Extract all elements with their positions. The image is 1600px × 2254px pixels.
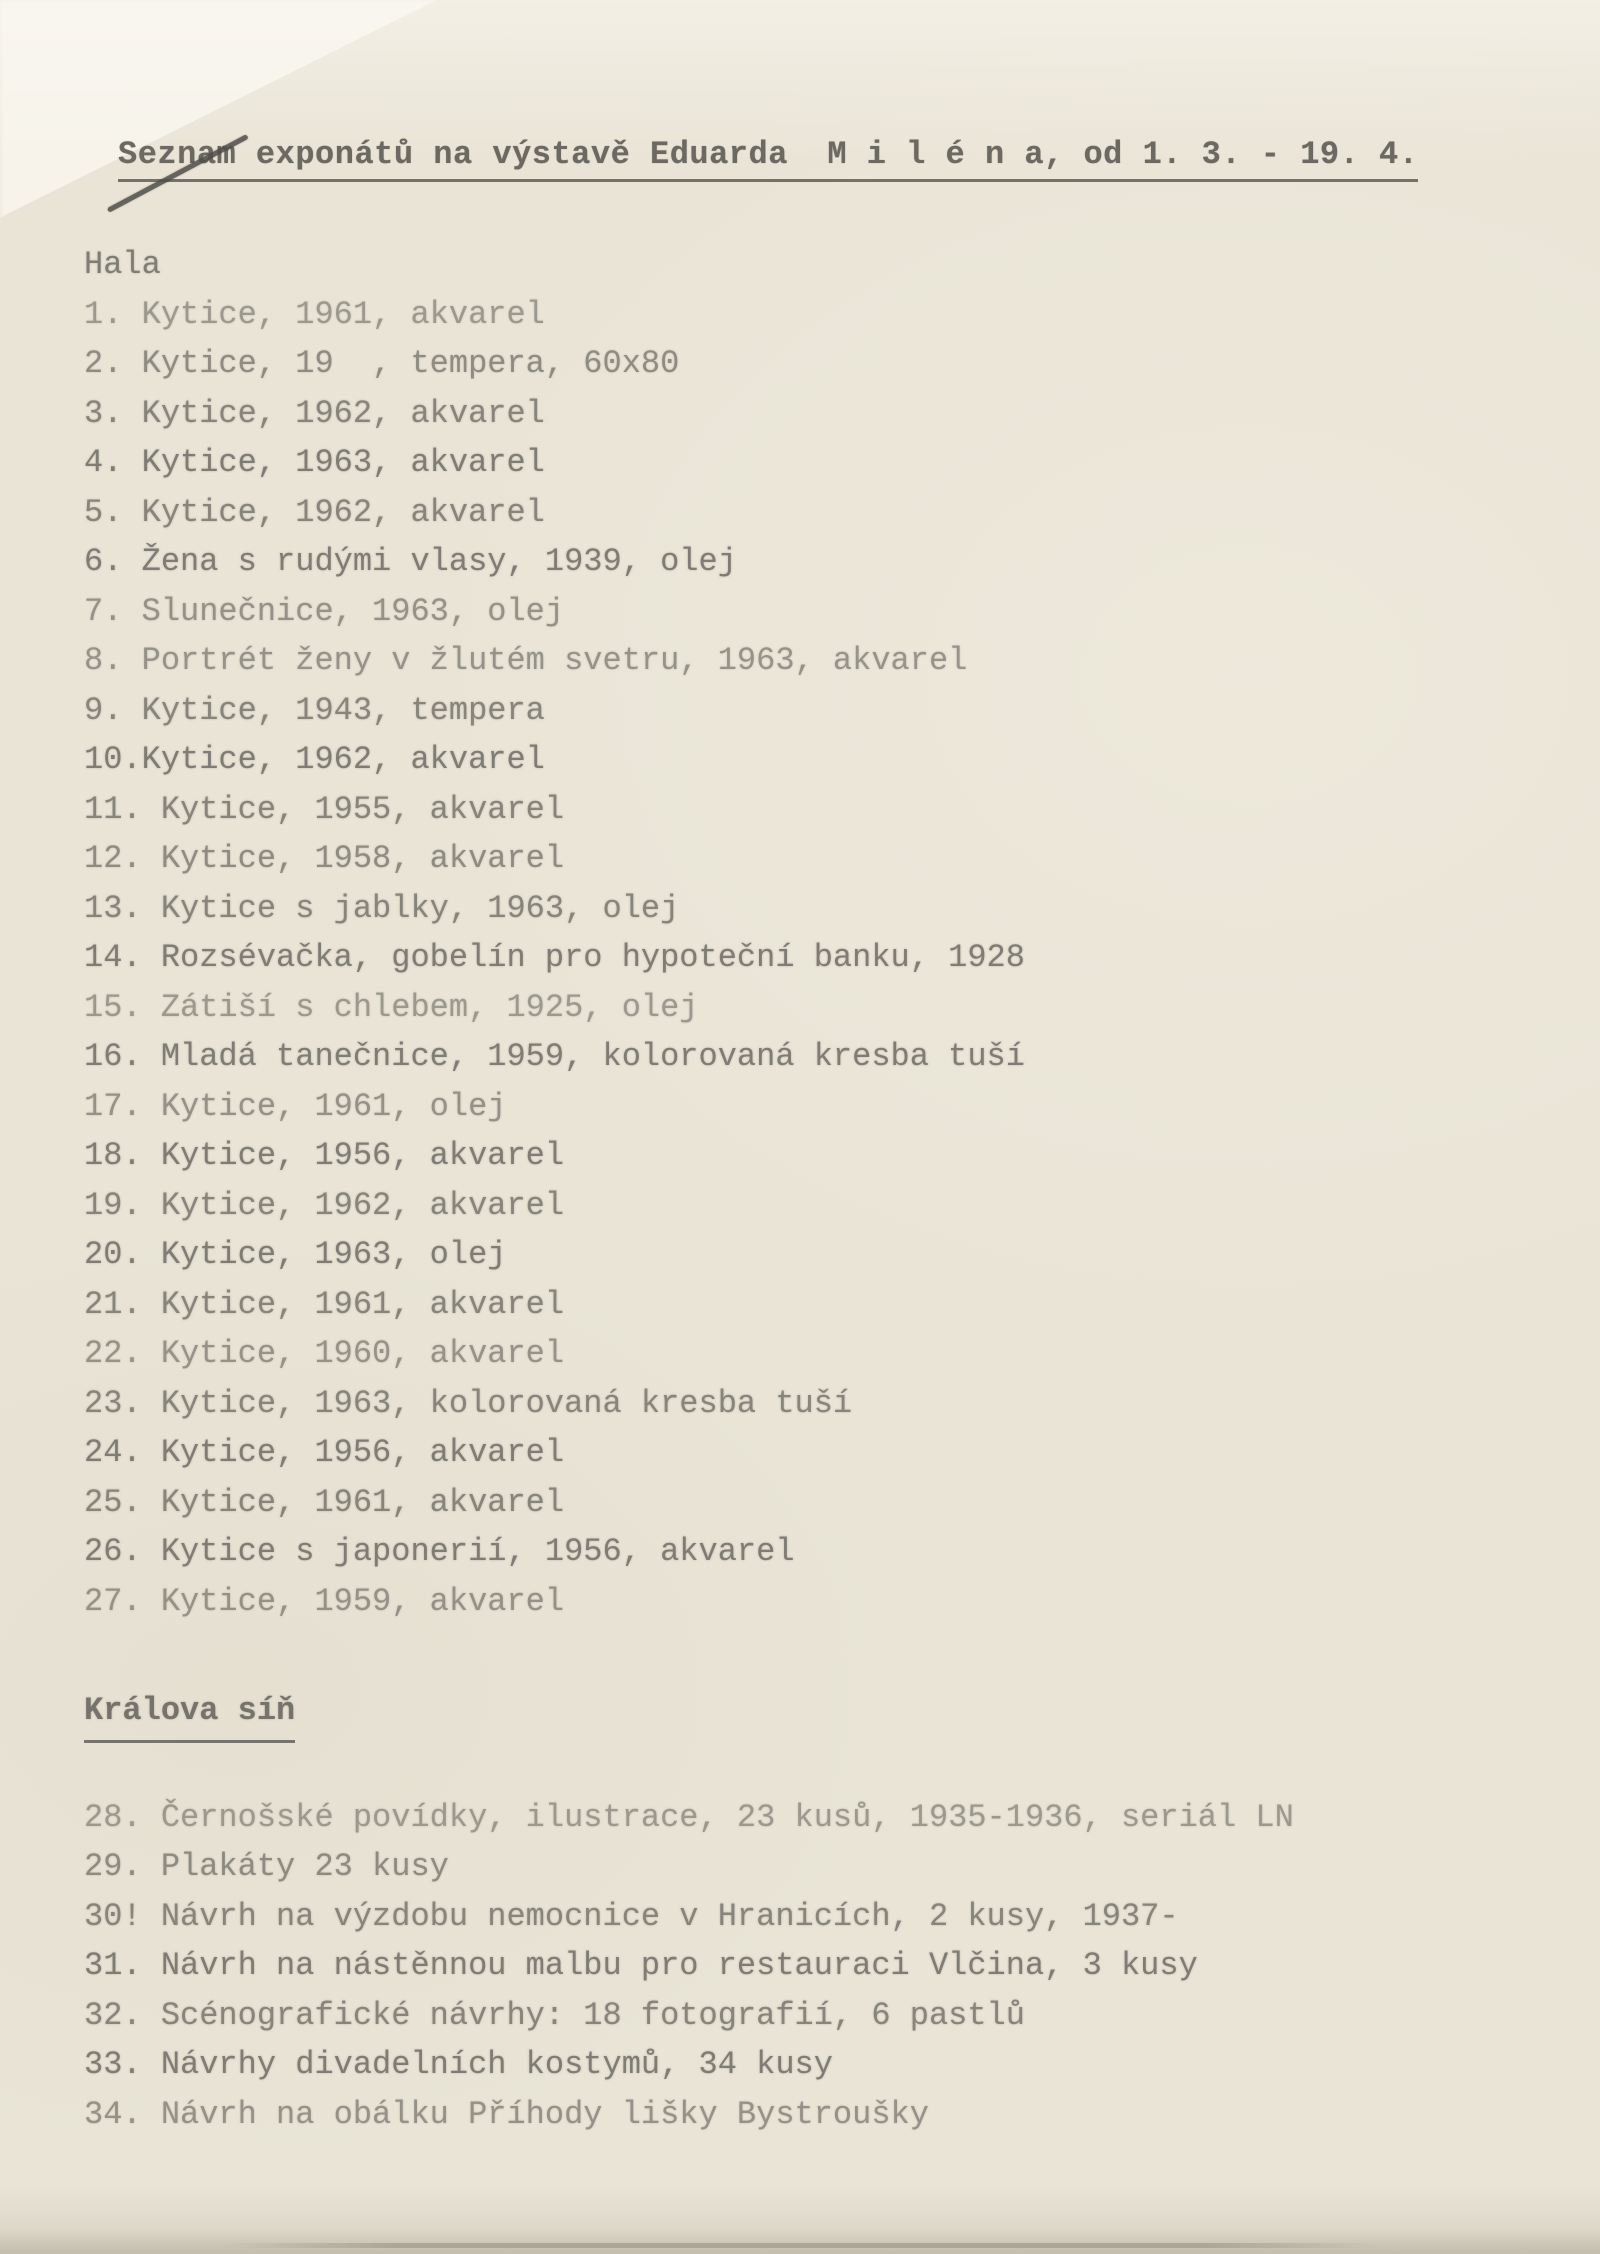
- list-item: 25. Kytice, 1961, akvarel: [84, 1483, 565, 1521]
- list-item: 16. Mladá tanečnice, 1959, kolorovaná kresba tuší: [84, 1038, 1025, 1075]
- section-heading-label: Hala: [84, 246, 161, 283]
- list-item: 7. Slunečnice, 1963, olej: [84, 592, 565, 630]
- list-item: 17. Kytice, 1961, olej: [84, 1087, 507, 1125]
- section-heading-label: Králova síň: [84, 1686, 295, 1743]
- list-item: 18. Kytice, 1956, akvarel: [84, 1137, 565, 1174]
- section-2: [84, 1686, 1560, 2139]
- list-item: 28. Černošské povídky, ilustrace, 23 kusů, 1935-1936, seriál LN: [84, 1798, 1294, 1836]
- list-item: 31. Návrh na nástěnnou malbu pro restauraci Vlčina, 3 kusy: [84, 1947, 1198, 1984]
- list-item: 34. Návrh na obálku Příhody lišky Bystroušky: [84, 2095, 929, 2133]
- list-item: 6. Žena s rudými vlasy, 1939, olej: [84, 543, 737, 580]
- list-item: 29. Plakáty 23 kusy: [84, 1848, 449, 1885]
- list-item: 3. Kytice, 1962, akvarel: [84, 394, 545, 432]
- list-item: 11. Kytice, 1955, akvarel: [84, 790, 565, 828]
- list-item: 23. Kytice, 1963, kolorovaná kresba tuší: [84, 1384, 853, 1422]
- list-item: 30! Návrh na výzdobu nemocnice v Hranicích, 2 kusy, 1937-: [84, 1897, 1179, 1935]
- document-title: Seznam exponátů na výstavě Eduarda M i l é n a, od 1. 3. - 19. 4.: [118, 136, 1418, 182]
- list-item: 26. Kytice s japonerií, 1956, akvarel: [84, 1533, 795, 1570]
- list-item: 24. Kytice, 1956, akvarel: [84, 1434, 565, 1471]
- list-item: 19. Kytice, 1962, akvarel: [84, 1186, 565, 1224]
- list-item: 32. Scénografické návrhy: 18 fotografií, 6 pastlů: [84, 1996, 1025, 2034]
- list-item: 12. Kytice, 1958, akvarel: [84, 840, 565, 877]
- list-item: 33. Návrhy divadelních kostymů, 34 kusy: [84, 2046, 833, 2083]
- section-heading: [84, 240, 1560, 290]
- list-item: 27. Kytice, 1959, akvarel: [84, 1582, 565, 1620]
- list-item: 20. Kytice, 1963, olej: [84, 1236, 507, 1273]
- section-heading: [84, 1686, 1560, 1743]
- list-item: 9. Kytice, 1943, tempera: [84, 691, 545, 729]
- exhibit-list: [84, 240, 1560, 2139]
- list-item: 22. Kytice, 1960, akvarel: [84, 1335, 565, 1372]
- list-item: 21. Kytice, 1961, akvarel: [84, 1285, 565, 1323]
- list-item: 14. Rozsévačka, gobelín pro hypoteční banku, 1928: [84, 939, 1025, 976]
- list-item: 13. Kytice s jablky, 1963, olej: [84, 889, 680, 927]
- section-1: [84, 240, 1560, 1626]
- list-item: 4. Kytice, 1963, akvarel: [84, 444, 545, 481]
- scan-bottom-shadow: [0, 2228, 1600, 2254]
- list-item: 8. Portrét ženy v žlutém svetru, 1963, akvarel: [84, 642, 968, 679]
- list-item: 2. Kytice, 19 , tempera, 60x80: [84, 345, 680, 382]
- list-item: 15. Zátiší s chlebem, 1925, olej: [84, 988, 699, 1026]
- list-item: 5. Kytice, 1962, akvarel: [84, 493, 545, 531]
- scan-bottom-edge: [220, 2243, 1380, 2248]
- list-item: 10.Kytice, 1962, akvarel: [84, 741, 545, 778]
- list-item: 1. Kytice, 1961, akvarel: [84, 295, 545, 333]
